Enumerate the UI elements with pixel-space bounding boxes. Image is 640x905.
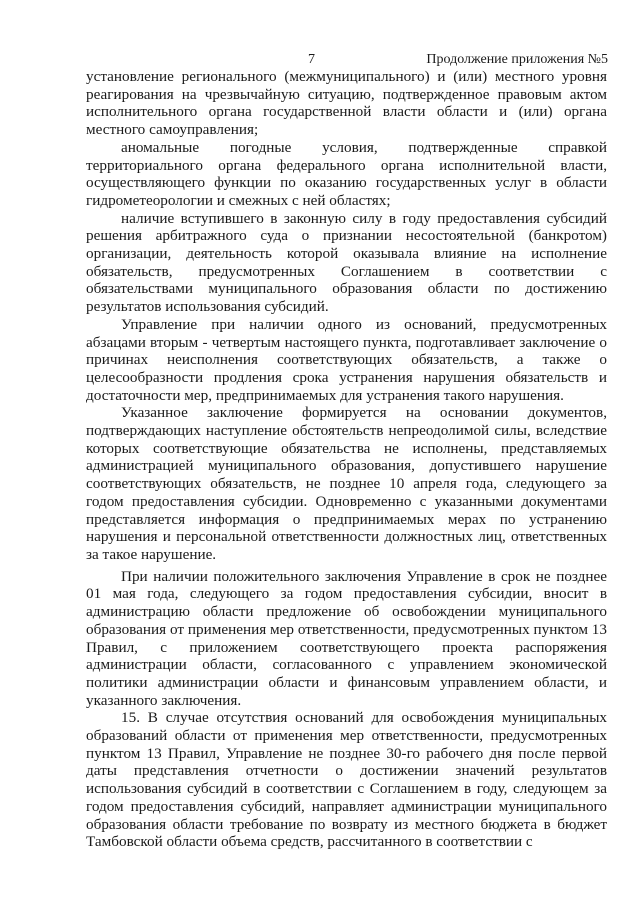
paragraph-weather-conditions: аномальные погодные условия, подтвержденные справкой территориального органа федерального органа исполнительной власти, осуществляющего функции по оказанию государственных услуг в области гидрометеорологии и смежных с ней областях;: [86, 138, 607, 209]
document-body: [86, 68, 607, 851]
paragraph-item-15: 15. В случае отсутствия оснований для освобождения муниципальных образований области от применения мер ответственности, предусмотренных пунктом 13 Правил, Управление не позднее 30-го рабочего дня после первой даты представления отчетности о достижении значений результатов использования субсидий в соответствии с Соглашением в году, следующем за годом предоставления субсидий, направляет администрации муниципального образования области требование по возврату из местного бюджета в бюджет Тамбовской области объема средств, рассчитанного в соответствии с: [86, 709, 607, 851]
paragraph-positive-conclusion: При наличии положительного заключения Управление в срок не позднее 01 мая года, следующего за годом предоставления субсидии, вносит в администрацию области предложение об освобождении муниципального образования от применения мер ответственности, предусмотренных пунктом 13 Правил, с приложением соответствующего проекта распоряжения администрации области, согласованного с управлением экономической политики администрации области и финансовым управлением области, и указанного заключения.: [86, 567, 607, 709]
paragraph-bankruptcy-decision: наличие вступившего в законную силу в году предоставления субсидий решения арбитражного суда о признании несостоятельной (банкротом) организации, деятельность которой оказывала влияние на исполнение обязательств, предусмотренных Соглашением в соответствии с обязательствами муниципального образования области по достижению результатов использования субсидий.: [86, 209, 607, 316]
appendix-continuation-label: Продолжение приложения №5: [426, 52, 608, 67]
paragraph-regional-emergency: установление регионального (межмуниципального) и (или) местного уровня реагирования на чрезвычайную ситуацию, подтвержденное правовым актом исполнительного органа государственной власти области и (или) органа местного самоуправления;: [86, 68, 607, 139]
paragraph-management-conclusion: Управление при наличии одного из оснований, предусмотренных абзацами вторым - четвертым настоящего пункта, подготавливает заключение о причинах неисполнения соответствующих обязательств, а также о целесообразности продления срока устранения нарушения обязательств и достаточности мер, предпринимаемых для устранения такого нарушения.: [86, 315, 607, 404]
page-number: 7: [308, 52, 315, 67]
paragraph-conclusion-basis: Указанное заключение формируется на основании документов, подтверждающих наступление обстоятельств непреодолимой силы, вследствие которых соответствующие обязательства не исполнены, представляемых администрацией муниципального образования, допустившего нарушение соответствующих обязательств, не позднее 10 апреля года, следующего за годом предоставления субсидии. Одновременно с указанными документами представляется информация о предпринимаемых мерах по устранению нарушения и персональной ответственности должностных лиц, ответственных за такое нарушение.: [86, 404, 607, 563]
